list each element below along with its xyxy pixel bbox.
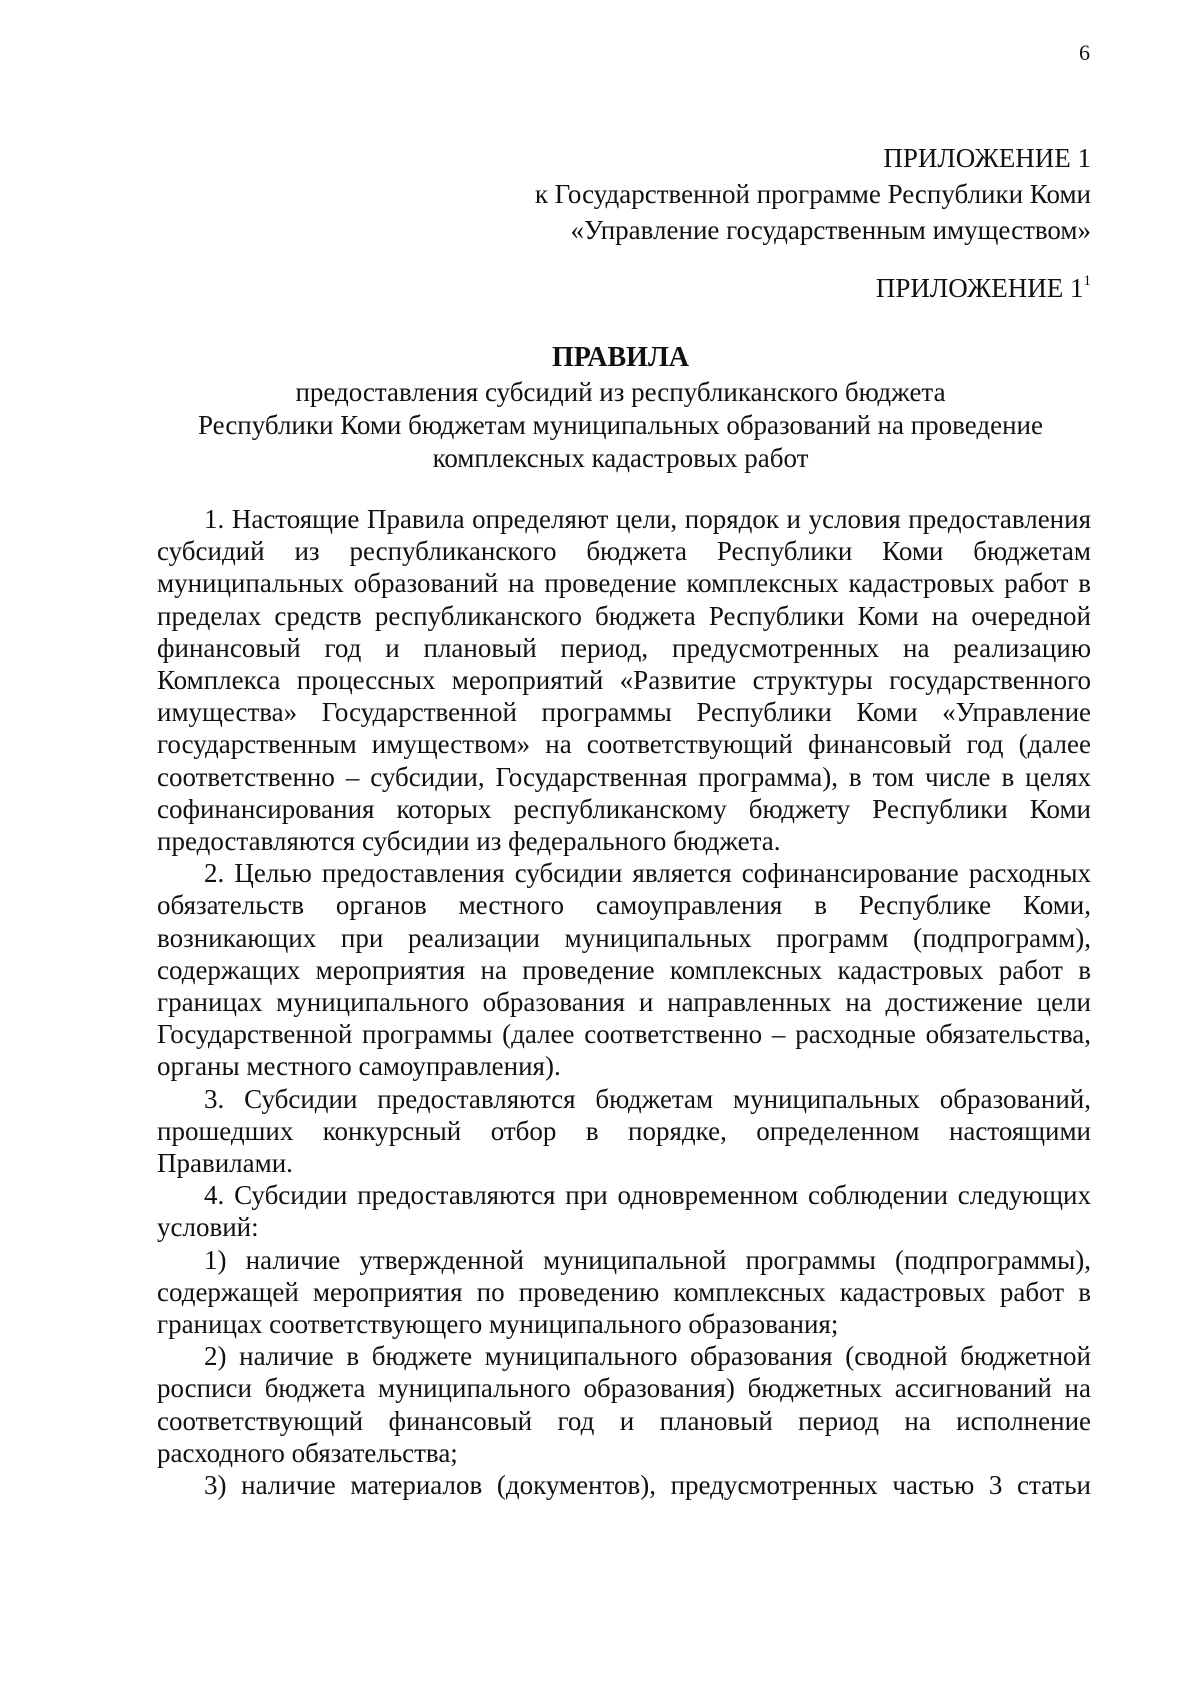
annex-header	[380, 140, 1091, 248]
paragraph-4: 4. Субсидии предоставляются при одновременном соблюдении следующих условий:	[157, 1180, 1091, 1243]
paragraph-4-1: 1) наличие утвержденной муниципальной программы (подпрограммы), содержащей мероприятия по проведению комплексных кадастровых работ в границах соответствующего муниципального образования;	[157, 1244, 1091, 1340]
annex-program-line: к Государственной программе Республики Коми	[534, 179, 1091, 209]
title-main: ПРАВИЛА	[551, 342, 690, 373]
paragraph-4-2: 2) наличие в бюджете муниципального образования (сводной бюджетной росписи бюджета муниципального образования) бюджетных ассигнований на соответствующий финансовый год и плановый период на исполнение расходного обязательства;	[157, 1341, 1091, 1468]
annex-sub-label	[700, 270, 1091, 306]
annex-sub-superscript: 1	[1083, 273, 1091, 289]
annex-label: ПРИЛОЖЕНИЕ 1	[883, 143, 1091, 173]
paragraph-3: 3. Субсидии предоставляются бюджетам муниципальных образований, прошедших конкурсный отбор в порядке, определенном настоящими Правилами.	[157, 1083, 1091, 1179]
paragraph-1: 1. Настоящие Правила определяют цели, порядок и условия предоставления субсидий из республиканского бюджета Республики Коми бюджетам муниципальных образований на проведение комплексных кадастровых работ в пределах средств республиканского бюджета Республики Коми на очередной финансовый год и плановый период, предусмотренных на реализацию Комплекса процессных мероприятий «Развитие структуры государственного имущества» Государственной программы Республики Коми «Управление государственным имуществом» на соответствующий финансовый год (далее соответственно – субсидии, Государственная программа), в том числе в целях софинансирования которых республиканскому бюджету Республики Коми предоставляются субсидии из федерального бюджета.	[157, 504, 1091, 857]
title-line-3: комплексных кадастровых работ	[432, 443, 809, 473]
title-line-1: предоставления субсидий из республиканского бюджета	[295, 377, 946, 407]
title-line-2: Республики Коми бюджетам муниципальных образований на проведение	[198, 410, 1043, 440]
page-number: 6	[1079, 40, 1090, 65]
document-title	[150, 340, 1091, 475]
paragraph-2: 2. Целью предоставления субсидии является софинансирование расходных обязательств органов местного самоуправления в Республике Коми, возникающих при реализации муниципальных программ (подпрограмм), содержащих мероприятия на проведение комплексных кадастровых работ в границах муниципального образования и направленных на достижение цели Государственной программы (далее соответственно – расходные обязательства, органы местного самоуправления).	[157, 858, 1091, 1082]
annex-program-name: «Управление государственным имуществом»	[570, 215, 1091, 245]
document-body	[157, 503, 1091, 1501]
paragraph-4-3: 3) наличие материалов (документов), предусмотренных частью 3 статьи	[204, 1470, 1091, 1501]
annex-sub-text: ПРИЛОЖЕНИЕ 1	[875, 273, 1084, 303]
